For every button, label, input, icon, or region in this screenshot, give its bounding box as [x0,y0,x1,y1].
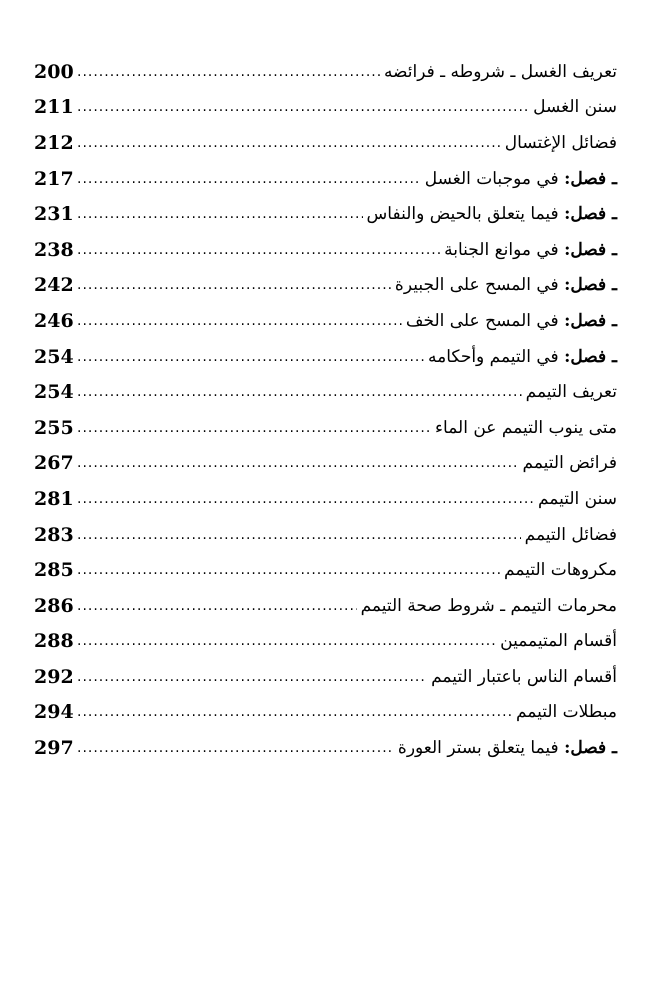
dot-leader [74,277,391,293]
toc-entry [34,268,617,304]
toc-entry [34,730,617,766]
toc-entry-page-number: 267 [34,452,74,475]
toc-entry-title [501,133,617,153]
dot-leader [74,242,440,258]
toc-entry-page-number: 294 [34,701,74,724]
toc-entry-page-number: 238 [34,238,74,261]
toc-entry-page-number: 283 [34,523,74,546]
toc-entry-page-number: 255 [34,416,74,439]
toc-entry [34,125,617,161]
toc-entry-title [512,702,617,722]
dot-leader [74,64,380,80]
toc-entry-prefix: ـ فصل: [564,738,617,759]
dot-leader [74,206,363,222]
toc-entry [34,161,617,197]
toc-entry-title [424,347,617,367]
toc-entry-text: فيما يتعلق بالحيض والنفاس [366,204,559,225]
toc-entry-page-number: 200 [34,60,74,83]
toc-entry-title [363,204,617,224]
toc-entry-prefix: ـ فصل: [564,239,617,260]
toc-entry-prefix: ـ فصل: [564,168,617,189]
toc-entry [34,446,617,482]
dot-leader [74,562,500,578]
toc-entry [34,659,617,695]
toc-entry [34,588,617,624]
toc-entry-text: سنن الغسل [533,97,617,118]
toc-entry [34,552,617,588]
toc-entry [34,90,617,126]
toc-entry-prefix: ـ فصل: [564,275,617,296]
toc-entry-text: مبطلات التيمم [515,702,617,723]
toc-entry-title [427,667,617,687]
toc-entry-text: أقسام الناس باعتبار التيمم [431,666,617,687]
toc-entry-title [391,275,617,295]
toc-entry-page-number: 246 [34,309,74,332]
toc-entry-title [522,382,617,402]
toc-entry-prefix: ـ فصل: [564,204,617,225]
toc-entry-text: في التيمم وأحكامه [428,346,559,367]
toc-entry-text: سنن التيمم [537,488,617,509]
toc-entry-title [421,169,617,189]
toc-entry-page-number: 254 [34,381,74,404]
toc-entry-prefix: ـ فصل: [564,310,617,331]
toc-entry-title [402,311,617,331]
toc-entry-text: في المسح على الخف [405,310,559,331]
toc-entry [34,517,617,553]
toc-entry [34,303,617,339]
toc-entry [34,481,617,517]
toc-entry-text: تعريف الغسل ـ شروطه ـ فرائضه [383,61,617,82]
toc-entry-page-number: 292 [34,665,74,688]
toc-entry-text: فيما يتعلق بستر العورة [397,738,559,759]
dot-leader [74,313,402,329]
toc-entry [34,54,617,90]
toc-entry-text: متى ينوب التيمم عن الماء [435,417,617,438]
toc-entry-page-number: 285 [34,559,74,582]
toc-entry-title [357,596,617,616]
dot-leader [74,135,501,151]
toc-entry-page-number: 286 [34,594,74,617]
table-of-contents [34,54,617,766]
toc-entry [34,374,617,410]
toc-entry-title [519,453,618,473]
toc-entry [34,410,617,446]
dot-leader [74,598,357,614]
toc-entry-page-number: 231 [34,203,74,226]
dot-leader [74,491,534,507]
toc-entry-text: في موجبات الغسل [424,168,559,189]
toc-entry-text: في موانع الجنابة [444,239,559,260]
toc-entry-page-number: 281 [34,487,74,510]
toc-entry-page-number: 297 [34,737,74,760]
dot-leader [74,99,529,115]
dot-leader [74,384,522,400]
toc-entry-text: في المسح على الجبيرة [394,275,559,296]
toc-entry-title [394,738,617,758]
toc-entry-page-number: 217 [34,167,74,190]
toc-entry-text: أقسام المتيممين [500,631,617,652]
dot-leader [74,420,431,436]
toc-entry-title [500,560,617,580]
dot-leader [74,669,427,685]
toc-entry-title [534,489,617,509]
toc-entry-page-number: 212 [34,131,74,154]
toc-entry-text: فضائل الإغتسال [504,132,617,153]
toc-entry-title [529,97,617,117]
dot-leader [74,455,519,471]
toc-entry [34,695,617,731]
toc-entry [34,624,617,660]
toc-entry-title [521,525,617,545]
dot-leader [74,349,424,365]
toc-entry-title [431,418,617,438]
toc-entry [34,232,617,268]
toc-entry-title [496,631,617,651]
toc-entry-title [440,240,617,260]
toc-entry-title [380,62,617,82]
dot-leader [74,527,521,543]
toc-entry [34,339,617,375]
dot-leader [74,740,394,756]
dot-leader [74,704,512,720]
toc-entry-text: فضائل التيمم [524,524,617,545]
toc-entry [34,196,617,232]
toc-entry-page-number: 211 [34,96,74,119]
dot-leader [74,171,421,187]
dot-leader [74,633,496,649]
toc-entry-page-number: 254 [34,345,74,368]
toc-entry-page-number: 242 [34,274,74,297]
toc-entry-text: تعريف التيمم [525,382,617,403]
toc-entry-prefix: ـ فصل: [564,346,617,367]
toc-entry-text: فرائض التيمم [522,453,617,474]
toc-entry-text: محرمات التيمم ـ شروط صحة التيمم [360,595,617,616]
toc-entry-page-number: 288 [34,630,74,653]
toc-entry-text: مكروهات التيمم [504,560,617,581]
